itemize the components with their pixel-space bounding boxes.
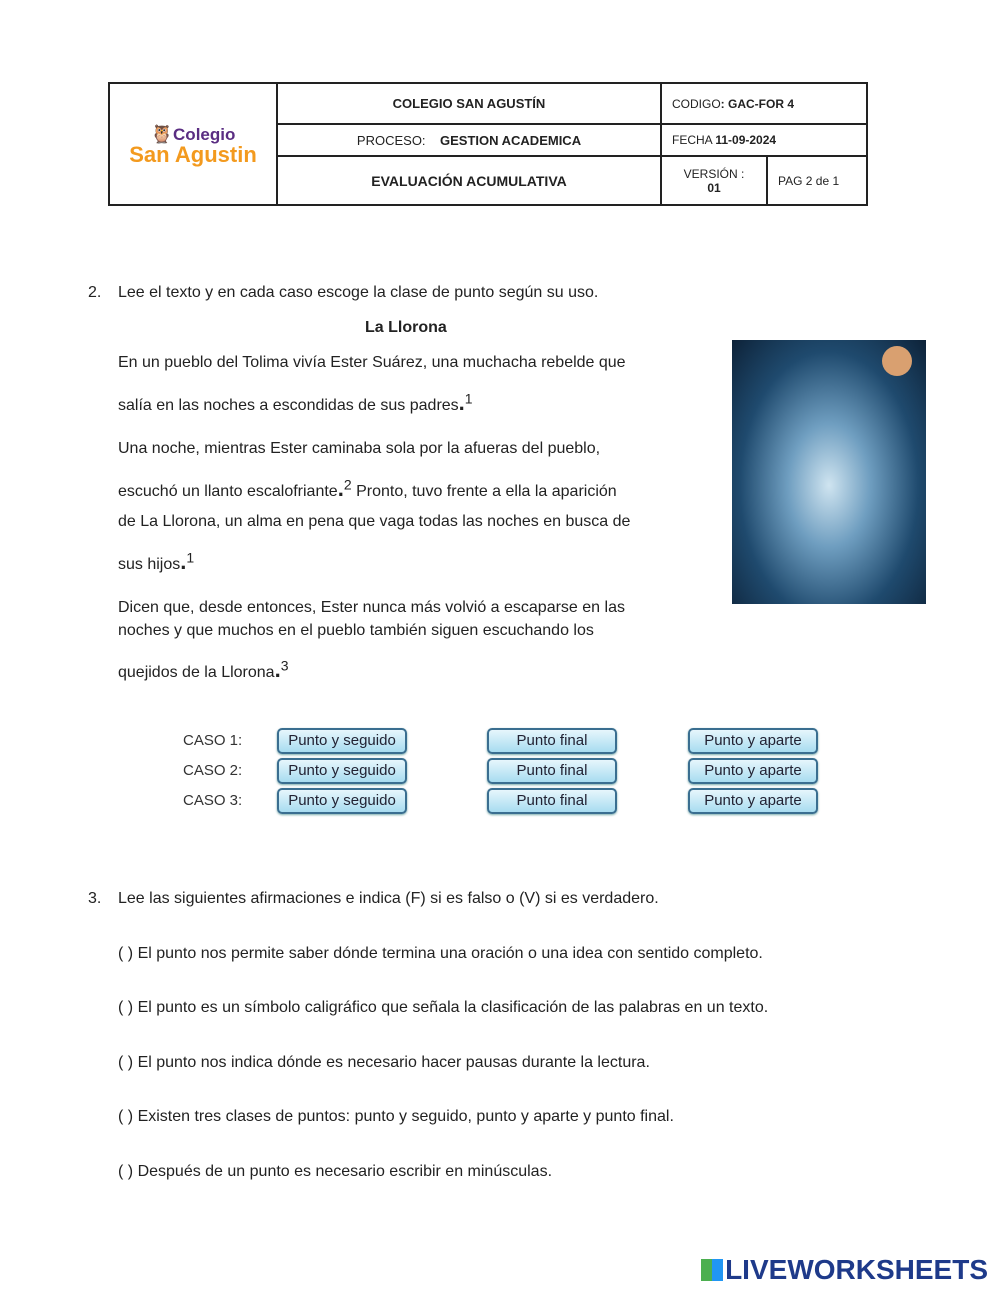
answer-blank[interactable]: ( ) (118, 999, 134, 1016)
story-line: Dicen que, desde entonces, Ester nunca más volvió a escaparse en las (118, 599, 625, 616)
evaluation-title: EVALUACIÓN ACUMULATIVA (277, 156, 661, 205)
caso-2-punto-y-seguido-button[interactable]: Punto y seguido (277, 758, 407, 784)
question-3-instruction: Lee las siguientes afirmaciones e indica (F) si es falso o (V) si es verdadero. (118, 890, 659, 907)
answer-blank[interactable]: ( ) (118, 945, 134, 962)
page-number: PAG 2 de 1 (767, 156, 867, 205)
statement-1: ( ) El punto nos permite saber dónde termina una oración o una idea con sentido completo. (118, 945, 763, 962)
story-line: quejidos de la Llorona.$^3$ (118, 657, 289, 682)
caso-2-label: CASO 2: (183, 762, 243, 779)
statement-3: ( ) El punto nos indica dónde es necesario hacer pausas durante la lectura. (118, 1054, 650, 1071)
liveworksheets-icon (701, 1259, 723, 1281)
story-line: En un pueblo del Tolima vivía Ester Suárez, una muchacha rebelde que (118, 354, 626, 371)
la-llorona-illustration (732, 340, 926, 604)
story-line: escuchó un llanto escalofriante.$^2$ Pronto, tuvo frente a ella la aparición (118, 476, 617, 501)
school-logo: 🦉Colegio San Agustin (109, 83, 277, 205)
question-2-instruction: Lee el texto y en cada caso escoge la clase de punto según su uso. (118, 284, 599, 301)
moon-icon (882, 346, 912, 376)
caso-1-punto-y-aparte-button[interactable]: Punto y aparte (688, 728, 818, 754)
caso-1-punto-final-button[interactable]: Punto final (487, 728, 617, 754)
version: VERSIÓN : 01 (661, 156, 767, 205)
question-3-number: 3. (88, 890, 102, 907)
fecha: FECHA 11-09-2024 (661, 124, 867, 156)
story-line: noches y que muchos en el pueblo también siguen escuchando los (118, 622, 594, 639)
answer-blank[interactable]: ( ) (118, 1163, 134, 1180)
header-table (108, 82, 868, 206)
story-line: salía en las noches a escondidas de sus padres.$^1$ (118, 390, 473, 415)
caso-3-punto-final-button[interactable]: Punto final (487, 788, 617, 814)
codigo: CODIGO: GAC-FOR 4 (661, 83, 867, 124)
proceso: PROCESO: GESTION ACADEMICA (277, 124, 661, 156)
statement-4: ( ) Existen tres clases de puntos: punto y seguido, punto y aparte y punto final. (118, 1108, 674, 1125)
owl-icon: 🦉 (150, 123, 174, 144)
caso-1-label: CASO 1: (183, 732, 243, 749)
statement-2: ( ) El punto es un símbolo caligráfico que señala la clasificación de las palabras en un texto. (118, 999, 769, 1016)
caso-2-punto-final-button[interactable]: Punto final (487, 758, 617, 784)
statement-5: ( ) Después de un punto es necesario escribir en minúsculas. (118, 1163, 553, 1180)
story-line: Una noche, mientras Ester caminaba sola por la afueras del pueblo, (118, 440, 601, 457)
liveworksheets-logo: LIVEWORKSHEETS (701, 1254, 988, 1286)
answer-blank[interactable]: ( ) (118, 1108, 134, 1125)
story-line: de La Llorona, un alma en pena que vaga todas las noches en busca de (118, 513, 631, 530)
caso-3-punto-y-aparte-button[interactable]: Punto y aparte (688, 788, 818, 814)
caso-1-punto-y-seguido-button[interactable]: Punto y seguido (277, 728, 407, 754)
caso-3-label: CASO 3: (183, 792, 243, 809)
story-line: sus hijos.$^1$ (118, 549, 195, 574)
caso-3-punto-y-seguido-button[interactable]: Punto y seguido (277, 788, 407, 814)
caso-2-punto-y-aparte-button[interactable]: Punto y aparte (688, 758, 818, 784)
answer-blank[interactable]: ( ) (118, 1054, 134, 1071)
question-2-number: 2. (88, 284, 102, 301)
story-title: La Llorona (365, 319, 447, 336)
school-name: COLEGIO SAN AGUSTÍN (277, 83, 661, 124)
